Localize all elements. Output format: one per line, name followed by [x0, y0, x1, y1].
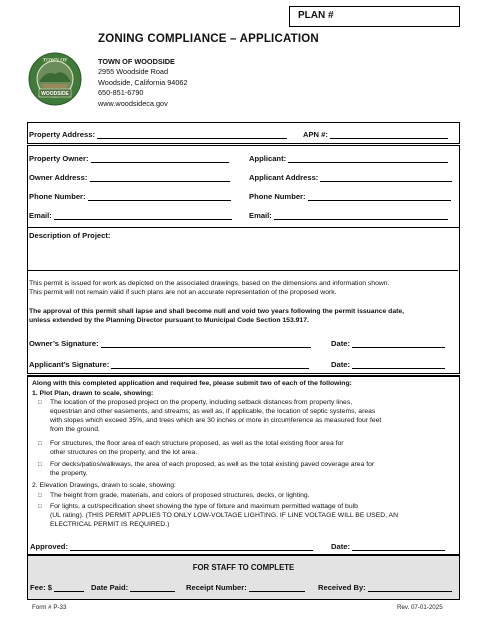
- checkbox-icon: □: [38, 493, 42, 499]
- plot-plan-list: [38, 440, 458, 458]
- applicant-address-field[interactable]: [320, 174, 452, 182]
- checkbox-icon: □: [38, 504, 42, 510]
- owner-signature-field[interactable]: [101, 340, 311, 348]
- town-address-block: [98, 57, 188, 109]
- checkbox-icon: □: [38, 441, 42, 447]
- page-title: ZONING COMPLIANCE – APPLICATION: [98, 33, 319, 45]
- plot-plan-list: [38, 399, 458, 435]
- permit-terms: [29, 279, 457, 297]
- list-item: The height from grade, materials, and colors of proposed structures, decks, or lighting.: [50, 492, 310, 499]
- org-street: 2955 Woodside Road: [98, 67, 169, 77]
- owner-date-field[interactable]: [352, 340, 445, 348]
- list-item: from the ground.: [50, 425, 100, 433]
- elevation-heading: 2. Elevation Drawings, drawn to scale, showing:: [32, 482, 176, 489]
- town-seal-logo: [22, 52, 88, 106]
- submittal-requirements-box: [27, 375, 460, 555]
- property-address-label: Property Address:: [29, 130, 95, 139]
- owner-date-label: Date:: [331, 339, 350, 348]
- submittal-intro: Along with this completed application and required fee, please submit two of each of the following:: [32, 380, 352, 387]
- receipt-number-label: Receipt Number:: [186, 583, 247, 592]
- date-paid-field[interactable]: [130, 584, 175, 592]
- property-address-box: [27, 122, 460, 144]
- date-paid-label: Date Paid:: [91, 583, 129, 592]
- elevation-list: [38, 492, 458, 501]
- apn-field[interactable]: [330, 131, 448, 139]
- notice-line: unless extended by the Planning Director pursuant to Municipal Code Section 153.917.: [29, 317, 309, 325]
- owner-address-field[interactable]: [90, 174, 230, 182]
- checkbox-icon: □: [38, 462, 42, 468]
- list-item: The location of the proposed project on the property, including setback distances from property lines,: [50, 399, 353, 406]
- applicant-label: Applicant:: [249, 154, 287, 163]
- checkbox-icon: □: [38, 400, 42, 406]
- list-item: ELECTRICAL PERMIT IS REQUIRED.): [50, 520, 170, 528]
- plot-plan-list: [38, 461, 458, 479]
- list-item: the property.: [50, 469, 88, 477]
- apn-label: APN #:: [303, 130, 328, 139]
- approved-date-field[interactable]: [352, 543, 445, 551]
- list-item: For decks/patios/walkways, the area of each proposed, as well as the total existing paved coverage area for: [50, 461, 375, 468]
- plot-plan-heading: 1. Plot Plan, drawn to scale, showing:: [32, 390, 154, 397]
- divider: [28, 227, 459, 228]
- applicant-field[interactable]: [288, 155, 448, 163]
- approved-date-label: Date:: [331, 542, 350, 551]
- list-item: equestrian and other easements, and streams; as well as, if applicable, the location of septic systems, areas: [50, 407, 376, 415]
- owner-phone-label: Phone Number:: [29, 192, 86, 201]
- fee-field[interactable]: [54, 584, 84, 592]
- approved-field[interactable]: [70, 543, 313, 551]
- list-item: with slopes which exceed 35%, and trees which are 30 inches or more in circumference as measured four feet: [50, 416, 382, 424]
- list-item: For lights, a cut/specification sheet showing the type of fixture and maximum permitted wattage of bulb: [50, 503, 358, 510]
- owner-email-field[interactable]: [54, 212, 232, 220]
- owner-phone-field[interactable]: [88, 193, 231, 201]
- svg-text:WOODSIDE: WOODSIDE: [41, 91, 69, 98]
- owner-signature-label: Owner’s Signature:: [29, 339, 99, 348]
- applicant-phone-label: Phone Number:: [249, 192, 306, 201]
- elevation-list: [38, 503, 458, 530]
- applicant-date-label: Date:: [331, 360, 350, 369]
- received-by-label: Received By:: [318, 583, 366, 592]
- applicant-signature-field[interactable]: [111, 361, 309, 369]
- permit-lapse-notice: [29, 307, 457, 325]
- applicant-date-field[interactable]: [352, 361, 445, 369]
- applicant-phone-field[interactable]: [308, 193, 451, 201]
- form-number: Form # P-33: [32, 604, 67, 611]
- property-owner-field[interactable]: [91, 155, 229, 163]
- property-address-field[interactable]: [97, 131, 287, 139]
- description-underline: [28, 270, 458, 271]
- plan-label: PLAN #: [298, 10, 334, 21]
- application-details-box: [27, 145, 460, 374]
- list-item: (UL rating). (THIS PERMIT APPLIES TO ONLY LOW-VOLTAGE LIGHTING. IF LINE VOLTAGE WILL BE USED, AN: [50, 511, 398, 519]
- receipt-number-field[interactable]: [249, 584, 305, 592]
- list-item: For structures, the floor area of each structure proposed, as well as the total existing floor area for: [50, 440, 344, 447]
- plan-number-box[interactable]: [289, 6, 460, 27]
- applicant-email-label: Email:: [249, 211, 272, 220]
- owner-email-label: Email:: [29, 211, 52, 220]
- received-by-field[interactable]: [368, 584, 452, 592]
- fee-label: Fee: $: [30, 583, 52, 592]
- applicant-email-field[interactable]: [274, 212, 448, 220]
- property-owner-label: Property Owner:: [29, 154, 89, 163]
- notice-line: The approval of this permit shall lapse and shall become null and void two years following the permit issuance date,: [29, 308, 405, 315]
- staff-section: [27, 555, 460, 600]
- description-label: Description of Project:: [29, 231, 111, 240]
- approved-label: Approved:: [30, 542, 68, 551]
- terms-line: This permit will not remain valid if such plans are not an accurate representation of the proposed work.: [29, 289, 337, 297]
- staff-heading: FOR STAFF TO COMPLETE: [192, 563, 295, 572]
- org-city: Woodside, California 94062: [98, 77, 188, 87]
- org-website: www.woodsideca.gov: [98, 98, 168, 108]
- list-item: other structures on the property, and the lot area.: [50, 448, 198, 456]
- owner-address-label: Owner Address:: [29, 173, 88, 182]
- applicant-address-label: Applicant Address:: [249, 173, 319, 182]
- svg-text:TOWN OF: TOWN OF: [42, 57, 68, 64]
- org-phone: 650-851-6790: [98, 88, 144, 98]
- terms-line: This permit is issued for work as depicted on the associated drawings, based on the dimensions and information shown.: [29, 280, 390, 287]
- revision-date: Rev. 07-01-2025: [397, 604, 443, 611]
- description-field[interactable]: [28, 242, 459, 270]
- applicant-signature-label: Applicant’s Signature:: [29, 360, 110, 369]
- org-name: TOWN OF WOODSIDE: [98, 57, 175, 66]
